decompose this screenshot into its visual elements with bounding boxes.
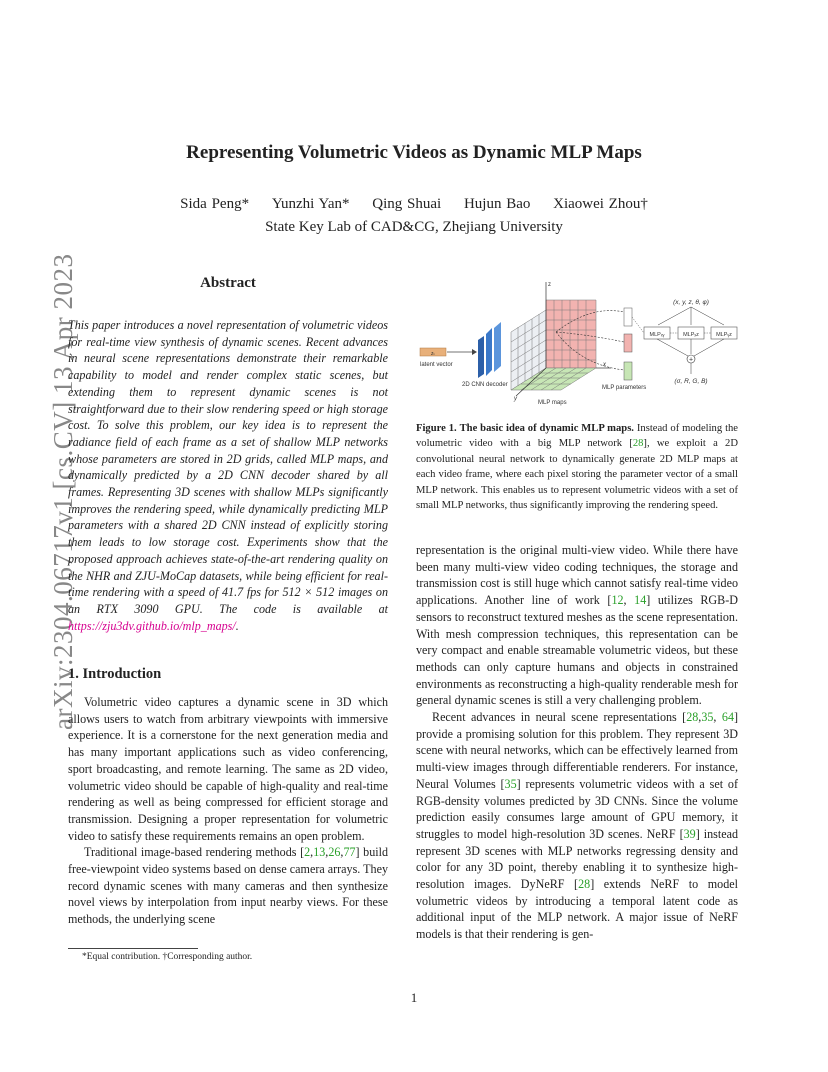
author-list <box>0 196 828 213</box>
text-run: ], we exploit a 2D convolutional neural network to dynamically generate 2D MLP maps at each video frame, where each pixel storing the parameter vector of a small MLP network. This enables us to represent volumetric videos with a set of small MLP networks, thus significantly improving the rendering speed. <box>416 438 738 512</box>
author: Sida Peng* <box>180 196 250 212</box>
author: Qing Shuai <box>372 196 442 212</box>
right-column-text <box>416 542 738 943</box>
citation-link[interactable]: 13 <box>313 845 326 860</box>
mlp-maps-diagram <box>416 270 738 410</box>
abstract-heading: Abstract <box>200 275 256 291</box>
author: Hujun Bao <box>463 196 531 212</box>
section-heading: 1. Introduction <box>68 666 162 682</box>
cnn-label: 2D CNN decoder <box>462 382 508 388</box>
output-label: (σ, R, G, B) <box>674 378 708 385</box>
text-run: ] provide a promising solution for this problem. They represent 3D scene with neural networks, which can be effectively learned from multi-view images through differentiable renderers. For instance, Neural Volumes [ <box>416 710 739 791</box>
paragraph: Traditional image-based rendering methods [2,13,26,77] build free-viewpoint video systems based on dense camera arrays. They record dynamic scenes with many cameras and then synthesize novel views by interpolation from input nearby views. For these methods, the underlying scene <box>68 845 389 927</box>
citation-link[interactable]: 28 <box>578 877 591 892</box>
citation-link[interactable]: 77 <box>343 845 356 860</box>
latent-box-label: zₜ <box>431 351 435 357</box>
citation-link[interactable]: 35 <box>504 776 517 791</box>
mlp-maps-grid <box>511 300 596 390</box>
text-run: Traditional image-based rendering methods [ <box>84 845 305 860</box>
input-label: (x, y, z, θ, φ) <box>673 299 709 306</box>
latent-vector-label: latent vector <box>420 362 453 368</box>
caption-title: The basic idea of dynamic MLP maps. <box>459 423 634 434</box>
mlp-xz-label: MLPₓz <box>683 332 699 338</box>
citation-link[interactable]: 2 <box>304 845 311 860</box>
text-run: Recent advances in neural scene representations [ <box>432 710 687 725</box>
text-run: ] utilizes RGB-D sensors to reconstruct textured meshes as the scene representation. With mesh compression techniques, this representation can be very compact and enable streamable volumetric videos, but these methods can only capture humans and objects in constrained environments as reconstructing a high-quality renderable mesh for general dynamic scenes is still a very challenging problem. <box>416 593 738 708</box>
paragraph: Recent advances in neural scene representations [28,35, 64] provide a promising solution for this problem. They represent 3D scene with neural networks, which can be effectively learned from multi-view images through differentiable renderers. For instance, Neural Volumes [35] represents volumetric videos with a set of RGB-density volumes predicted by 3D CNNs. Since the volume prediction easily consumes large amount of GPU memory, it struggles to model high-resolution 3D scenes. NeRF [39] instead represent 3D scenes with MLP networks regressing density and color for any 3D point, thereby enabling it to synthesize high-resolution images. DyNeRF [28] extends NeRF to model volumetric videos by introducing a temporal latent code as additional input of the MLP network. A major issue of NeRF models is that their rendering is gen- <box>416 710 739 942</box>
text-run: ] build free-viewpoint video systems based on dense camera arrays. They record dynamic scenes with many cameras and then synthesize novel views by interpolation from input nearby views. For these methods, the underlying scene <box>68 845 389 927</box>
cnn-layer <box>486 328 492 376</box>
param-vector <box>624 334 632 352</box>
mlp-yz-label: MLPᵧz <box>716 332 732 338</box>
citation-link[interactable]: 12 <box>611 593 624 608</box>
arrow <box>694 339 724 356</box>
arrow <box>691 307 724 325</box>
param-vector <box>624 308 632 326</box>
figure-caption <box>416 421 738 513</box>
page-number: 1 <box>410 990 418 1005</box>
param-vector <box>624 362 632 380</box>
mlp-params-label: MLP parameters <box>602 385 647 391</box>
abstract-end: . <box>235 618 239 633</box>
author: Xiaowei Zhou† <box>553 196 648 212</box>
citation-link[interactable]: 26 <box>328 845 341 860</box>
arxiv-stamp: arXiv:2304.06717v1 [cs.CV] 13 Apr 2023 <box>48 253 78 730</box>
intro-text <box>68 694 388 928</box>
arrow-head <box>472 349 477 355</box>
citation-link[interactable]: 64 <box>721 710 734 725</box>
y-axis-label: y <box>514 396 517 402</box>
plus-icon: + <box>688 356 694 364</box>
text-run: representation is the original multi-view video. While there have been many multi-view video coding techniques, the storage and transmission cost is still huge which cannot satisfy real-time video applications. Another line of work [ <box>416 543 738 608</box>
text-run: ] instead represent 3D scenes with MLP networks regressing density and color for any 3D point, thereby enabling it to synthesize high-resolution images. DyNeRF [ <box>416 826 739 892</box>
arrow <box>658 307 691 325</box>
paragraph: Volumetric video captures a dynamic scene in 3D which allows users to watch from arbitrary viewpoints with immersive experience. It is a cornerstone for the next generation media and has many important applications such as video conferencing, sport broadcasting, and remote learning. The same as 2D video, volumetric video should be capable of high-quality and real-time rendering as well as being compressed for efficient storage and transmission. Designing a proper representation for volumetric video to satisfy these requirements remains an open problem. <box>68 695 388 843</box>
z-axis-label: z <box>548 282 551 288</box>
x-axis-label: x <box>603 362 606 368</box>
citation-link[interactable]: 35 <box>701 710 714 725</box>
text-run: Instead of modeling the volumetric video with a big MLP network [ <box>416 423 739 450</box>
author: Yunzhi Yan* <box>271 196 350 212</box>
mlp-maps-label: MLP maps <box>538 400 567 406</box>
footnote-rule <box>68 948 198 949</box>
text-run: ] represents volumetric videos with a set of RGB-density volumes predicted by 3D CNNs. Since the volume prediction easily consumes large amount of GPU memory, it struggles to model high-resolution 3D scenes. NeRF [ <box>416 776 738 841</box>
mlp-xy-label: MLPₓᵧ <box>649 332 665 338</box>
cnn-layer <box>478 336 484 378</box>
abstract-text <box>68 317 388 634</box>
figure-1 <box>416 270 738 410</box>
cnn-layer <box>494 322 501 372</box>
connector <box>632 317 644 333</box>
citation-link[interactable]: 14 <box>634 593 647 608</box>
citation-link[interactable]: 39 <box>683 826 696 841</box>
affiliation: State Key Lab of CAD&CG, Zhejiang University <box>265 219 563 235</box>
citation-link[interactable]: 28 <box>686 710 699 725</box>
caption-label: Figure 1. <box>416 423 457 434</box>
footnote: *Equal contribution. †Corresponding author. <box>82 952 253 962</box>
text-run: ] extends NeRF to model volumetric videos by introducing a temporal latent code as additional input of the MLP network. A major issue of NeRF models is that their rendering is gen- <box>416 877 739 942</box>
paper-title: Representing Volumetric Videos as Dynamic MLP Maps <box>186 142 642 163</box>
code-link[interactable]: https://zju3dv.github.io/mlp_maps/ <box>68 618 236 633</box>
arrow <box>657 339 688 356</box>
paragraph: representation is the original multi-view video. While there have been many multi-view video coding techniques, the storage and transmission cost is still huge which cannot satisfy real-time video applications. Another line of work [12, 14] utilizes RGB-D sensors to reconstruct textured meshes as the scene representation. With mesh compression techniques, this representation can be very compact and enable streamable volumetric videos, but these methods can only capture humans and objects in constrained environments as reconstructing a high-quality renderable mesh for general dynamic scenes is still a very challenging problem. <box>416 543 738 708</box>
citation-link[interactable]: 28 <box>632 438 644 450</box>
abstract-body: This paper introduces a novel representation of volumetric videos for real-time view synthesis of dynamic scenes. Recent advances in neural scene representations demonstrate their remarkable capability to model and render complex static scenes, but extending them to represent dynamic scenes is not straightforward due to their slow rendering speed or high storage cost. To solve this problem, our key idea is to represent the radiance field of each frame as a set of shallow MLP networks whose parameters are stored in 2D grids, called MLP maps, and dynamically predicted by a 2D CNN decoder shared by all frames. Representing 3D scenes with shallow MLPs significantly improves the rendering speed, while dynamically predicting MLP parameters with a shared 2D CNN instead of explicitly storing them leads to low storage cost. Experiments show that the proposed approach achieves state-of-the-art rendering quality on the NHR and ZJU-MoCap datasets, while being efficient for real-time rendering with a speed of 41.7 fps for 512 × 512 images on an RTX 3090 GPU. The code is available at <box>68 318 388 616</box>
